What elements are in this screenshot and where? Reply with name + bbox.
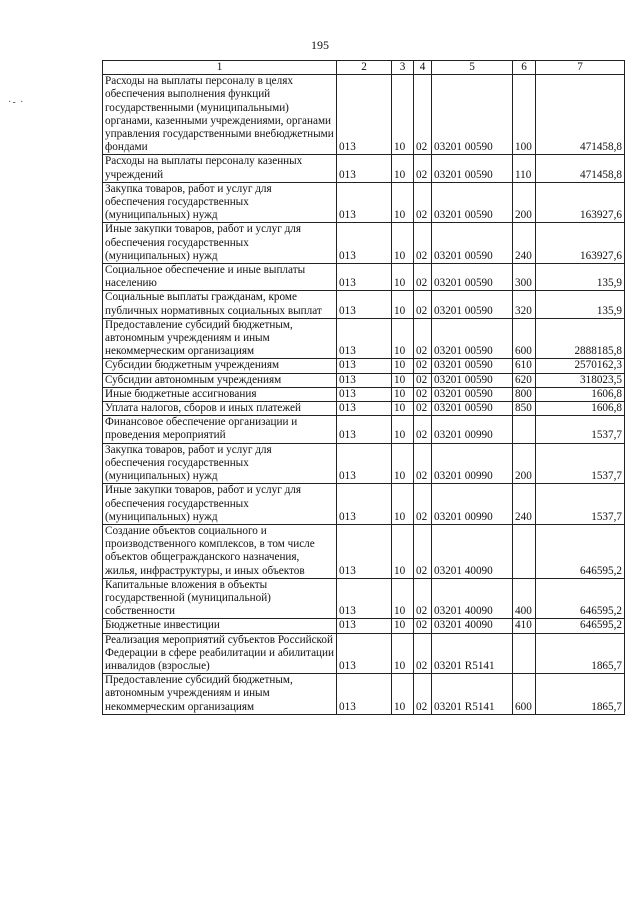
cell-expense-type: 240: [513, 223, 536, 264]
cell-expense-type: [513, 524, 536, 578]
table-row: [103, 318, 625, 359]
cell-name: Расходы на выплаты персоналу в целях обеспечения выполнения функций государственными (муниципальными) органами, казенными учреждениями, органами управления государственными внебюджетными фондами: [103, 75, 337, 155]
cell-target-article: 03201 00590: [432, 223, 513, 264]
cell-target-article: 03201 40090: [432, 578, 513, 619]
cell-subsection: 02: [414, 633, 432, 674]
cell-section: 10: [392, 578, 414, 619]
cell-target-article: 03201 00590: [432, 75, 513, 155]
cell-name: Закупка товаров, работ и услуг для обеспечения государственных (муниципальных) нужд: [103, 182, 337, 223]
cell-name: Социальное обеспечение и иные выплаты населению: [103, 264, 337, 291]
cell-name: Социальные выплаты гражданам, кроме публичных нормативных социальных выплат: [103, 291, 337, 318]
cell-expense-type: [513, 416, 536, 443]
cell-target-article: 03201 R5141: [432, 633, 513, 674]
cell-ministry: 013: [337, 75, 392, 155]
cell-amount: 2888185,8: [536, 318, 625, 359]
cell-subsection: 02: [414, 416, 432, 443]
table-row: [103, 443, 625, 484]
cell-expense-type: 800: [513, 387, 536, 401]
cell-expense-type: 600: [513, 674, 536, 715]
cell-subsection: 02: [414, 75, 432, 155]
cell-amount: 1865,7: [536, 674, 625, 715]
cell-name: Субсидии автономным учреждениям: [103, 373, 337, 387]
cell-subsection: 02: [414, 223, 432, 264]
table-row: [103, 359, 625, 373]
cell-expense-type: 200: [513, 443, 536, 484]
cell-expense-type: 110: [513, 155, 536, 182]
table-row: [103, 619, 625, 633]
cell-amount: 1537,7: [536, 443, 625, 484]
cell-expense-type: 200: [513, 182, 536, 223]
table-row: [103, 416, 625, 443]
cell-ministry: 013: [337, 443, 392, 484]
cell-section: 10: [392, 387, 414, 401]
cell-subsection: 02: [414, 387, 432, 401]
cell-section: 10: [392, 155, 414, 182]
cell-target-article: 03201 00590: [432, 373, 513, 387]
table-row: [103, 223, 625, 264]
cell-section: 10: [392, 359, 414, 373]
cell-section: 10: [392, 182, 414, 223]
cell-subsection: 02: [414, 578, 432, 619]
cell-amount: 2570162,3: [536, 359, 625, 373]
cell-ministry: 013: [337, 633, 392, 674]
cell-expense-type: 320: [513, 291, 536, 318]
cell-expense-type: [513, 633, 536, 674]
cell-section: 10: [392, 402, 414, 416]
table-row: [103, 633, 625, 674]
cell-expense-type: 240: [513, 484, 536, 525]
header-col-3: 3: [392, 61, 414, 75]
cell-expense-type: 400: [513, 578, 536, 619]
cell-target-article: 03201 00990: [432, 443, 513, 484]
cell-ministry: 013: [337, 402, 392, 416]
cell-subsection: 02: [414, 443, 432, 484]
table-row: [103, 402, 625, 416]
table-row: [103, 387, 625, 401]
cell-section: 10: [392, 373, 414, 387]
cell-subsection: 02: [414, 373, 432, 387]
cell-ministry: 013: [337, 359, 392, 373]
cell-section: 10: [392, 264, 414, 291]
cell-name: Предоставление субсидий бюджетным, автономным учреждениям и иным некоммерческим организациям: [103, 674, 337, 715]
cell-name: Бюджетные инвестиции: [103, 619, 337, 633]
cell-amount: 646595,2: [536, 524, 625, 578]
header-col-5: 5: [432, 61, 513, 75]
cell-ministry: 013: [337, 291, 392, 318]
table-row: [103, 484, 625, 525]
cell-name: Субсидии бюджетным учреждениям: [103, 359, 337, 373]
cell-target-article: 03201 00590: [432, 291, 513, 318]
cell-subsection: 02: [414, 484, 432, 525]
cell-target-article: 03201 00590: [432, 182, 513, 223]
cell-section: 10: [392, 416, 414, 443]
cell-amount: 318023,5: [536, 373, 625, 387]
table-body: [103, 75, 625, 715]
cell-ministry: 013: [337, 373, 392, 387]
header-col-6: 6: [513, 61, 536, 75]
cell-ministry: 013: [337, 264, 392, 291]
cell-expense-type: 850: [513, 402, 536, 416]
cell-subsection: 02: [414, 402, 432, 416]
cell-target-article: 03201 40090: [432, 619, 513, 633]
cell-amount: 135,9: [536, 264, 625, 291]
cell-expense-type: 620: [513, 373, 536, 387]
table-row: [103, 674, 625, 715]
table-row: [103, 524, 625, 578]
header-col-4: 4: [414, 61, 432, 75]
cell-target-article: 03201 40090: [432, 524, 513, 578]
cell-ministry: 013: [337, 524, 392, 578]
cell-target-article: 03201 00590: [432, 402, 513, 416]
cell-name: Предоставление субсидий бюджетным, автономным учреждениям и иным некоммерческим организациям: [103, 318, 337, 359]
cell-subsection: 02: [414, 674, 432, 715]
budget-table: [102, 60, 625, 715]
cell-amount: 646595,2: [536, 619, 625, 633]
cell-expense-type: 600: [513, 318, 536, 359]
cell-name: Расходы на выплаты персоналу казенных учреждений: [103, 155, 337, 182]
cell-amount: 471458,8: [536, 75, 625, 155]
cell-target-article: 03201 00990: [432, 484, 513, 525]
cell-amount: 163927,6: [536, 182, 625, 223]
cell-ministry: 013: [337, 484, 392, 525]
cell-amount: 471458,8: [536, 155, 625, 182]
header-row: [103, 61, 625, 75]
cell-subsection: 02: [414, 155, 432, 182]
cell-expense-type: 300: [513, 264, 536, 291]
cell-subsection: 02: [414, 182, 432, 223]
cell-section: 10: [392, 443, 414, 484]
table-row: [103, 291, 625, 318]
cell-expense-type: 100: [513, 75, 536, 155]
cell-ministry: 013: [337, 318, 392, 359]
cell-subsection: 02: [414, 359, 432, 373]
cell-subsection: 02: [414, 524, 432, 578]
cell-ministry: 013: [337, 223, 392, 264]
table-row: [103, 578, 625, 619]
cell-target-article: 03201 00990: [432, 416, 513, 443]
cell-name: Уплата налогов, сборов и иных платежей: [103, 402, 337, 416]
cell-target-article: 03201 00590: [432, 155, 513, 182]
table-row: [103, 182, 625, 223]
cell-section: 10: [392, 318, 414, 359]
table-row: [103, 264, 625, 291]
cell-name: Иные закупки товаров, работ и услуг для обеспечения государственных (муниципальных) нужд: [103, 223, 337, 264]
cell-amount: 1537,7: [536, 416, 625, 443]
cell-ministry: 013: [337, 416, 392, 443]
cell-amount: 1606,8: [536, 387, 625, 401]
cell-section: 10: [392, 75, 414, 155]
table-row: [103, 75, 625, 155]
cell-name: Финансовое обеспечение организации и проведения мероприятий: [103, 416, 337, 443]
cell-expense-type: 410: [513, 619, 536, 633]
cell-ministry: 013: [337, 182, 392, 223]
cell-ministry: 013: [337, 578, 392, 619]
cell-section: 10: [392, 674, 414, 715]
table-row: [103, 155, 625, 182]
cell-target-article: 03201 00590: [432, 264, 513, 291]
cell-target-article: 03201 R5141: [432, 674, 513, 715]
cell-subsection: 02: [414, 318, 432, 359]
cell-name: Иные бюджетные ассигнования: [103, 387, 337, 401]
header-col-2: 2: [337, 61, 392, 75]
cell-subsection: 02: [414, 619, 432, 633]
cell-section: 10: [392, 524, 414, 578]
cell-amount: 646595,2: [536, 578, 625, 619]
cell-name: Капитальные вложения в объекты государственной (муниципальной) собственности: [103, 578, 337, 619]
cell-ministry: 013: [337, 674, 392, 715]
cell-amount: 1865,7: [536, 633, 625, 674]
cell-section: 10: [392, 633, 414, 674]
cell-name: Закупка товаров, работ и услуг для обеспечения государственных (муниципальных) нужд: [103, 443, 337, 484]
cell-expense-type: 610: [513, 359, 536, 373]
cell-amount: 135,9: [536, 291, 625, 318]
cell-amount: 1606,8: [536, 402, 625, 416]
cell-subsection: 02: [414, 291, 432, 318]
cell-section: 10: [392, 223, 414, 264]
cell-target-article: 03201 00590: [432, 387, 513, 401]
cell-name: Иные закупки товаров, работ и услуг для обеспечения государственных (муниципальных) нужд: [103, 484, 337, 525]
cell-ministry: 013: [337, 155, 392, 182]
cell-target-article: 03201 00590: [432, 359, 513, 373]
cell-name: Создание объектов социального и производственного комплексов, в том числе объектов общегражданского назначения, жилья, инфраструктуры, и иных объектов: [103, 524, 337, 578]
cell-section: 10: [392, 619, 414, 633]
cell-ministry: 013: [337, 619, 392, 633]
cell-section: 10: [392, 484, 414, 525]
cell-amount: 163927,6: [536, 223, 625, 264]
table-row: [103, 373, 625, 387]
header-col-7: 7: [536, 61, 625, 75]
cell-name: Реализация мероприятий субъектов Российской Федерации в сфере реабилитации и абилитации инвалидов (взрослые): [103, 633, 337, 674]
margin-mark: ·- ·: [8, 97, 25, 108]
cell-section: 10: [392, 291, 414, 318]
page-number: 195: [311, 38, 329, 52]
cell-target-article: 03201 00590: [432, 318, 513, 359]
cell-subsection: 02: [414, 264, 432, 291]
header-col-1: 1: [103, 61, 337, 75]
cell-amount: 1537,7: [536, 484, 625, 525]
cell-ministry: 013: [337, 387, 392, 401]
